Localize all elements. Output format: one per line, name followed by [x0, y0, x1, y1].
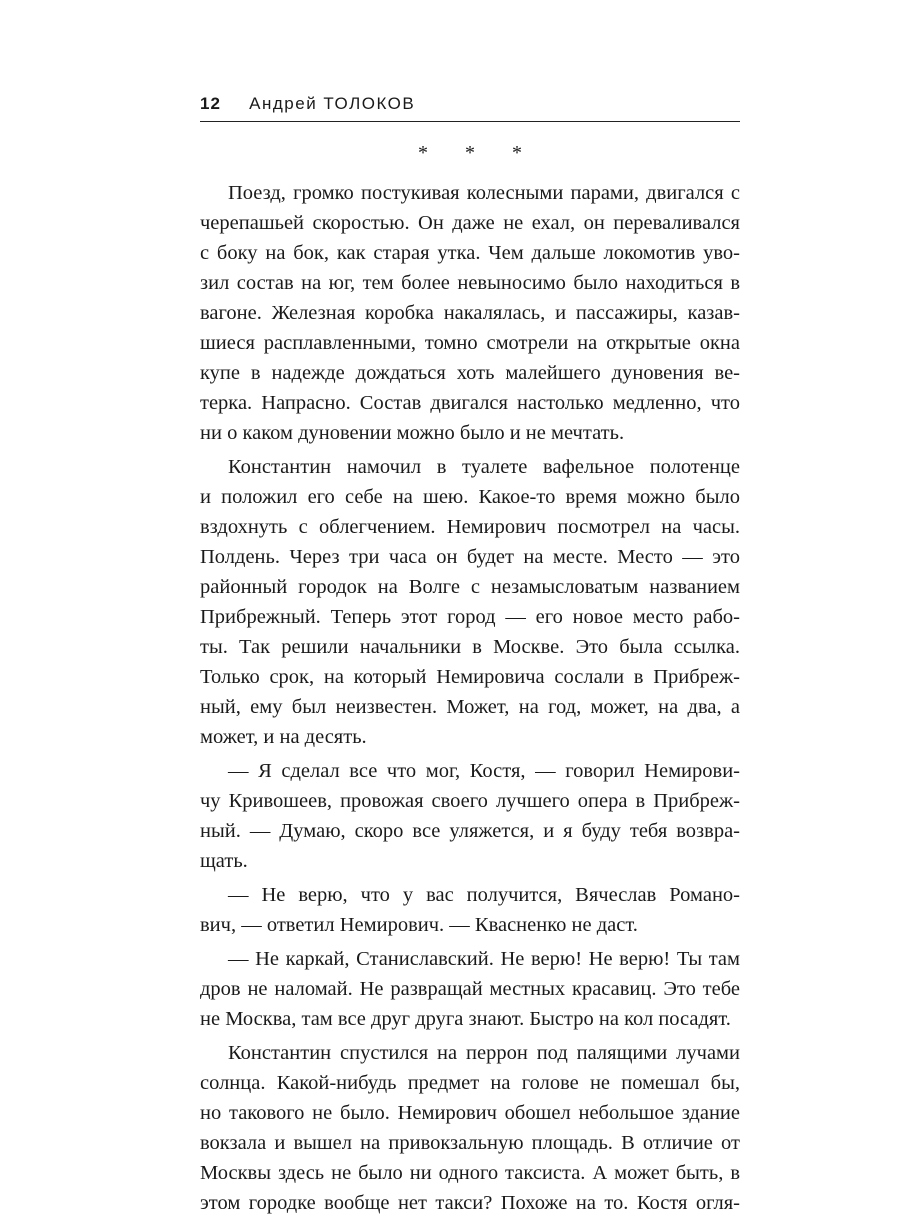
text-line: — Не верю, что у вас получится, Вячеслав Романо- [228, 884, 740, 906]
paragraph [200, 880, 740, 940]
page-header [200, 93, 740, 122]
text-line: вздохнуть с облегчением. Немирович посмотрел на часы. [200, 516, 740, 538]
text-line: терка. Напрасно. Состав двигался настолько медленно, что [200, 392, 740, 414]
paragraph [200, 452, 740, 752]
text-line: ный, ему был неизвестен. Может, на год, может, на два, а [200, 696, 740, 718]
text-line: дров не наломай. Не развращай местных красавиц. Это тебе [200, 978, 740, 1000]
text-line: вич, — ответил Немирович. — Квасненко не даст. [200, 914, 638, 936]
text-line: — Не каркай, Станиславский. Не верю! Не верю! Ты там [228, 948, 740, 970]
text-line: вокзала и вышел на привокзальную площадь. В отличие от [200, 1132, 740, 1154]
text-line: но такового не было. Немирович обошел небольшое здание [200, 1102, 740, 1124]
paragraph [200, 178, 740, 448]
paragraph [200, 1038, 740, 1218]
paragraphs [200, 178, 740, 1218]
text-line: Только срок, на который Немировича сослали в Прибреж- [200, 666, 740, 688]
text-line: Константин спустился на перрон под палящими лучами [228, 1042, 740, 1064]
text-line: Константин намочил в туалете вафельное полотенце [228, 456, 740, 478]
text-line: Поезд, громко постукивая колесными парами, двигался с [228, 182, 740, 204]
text-line: с боку на бок, как старая утка. Чем дальше локомотив уво- [200, 242, 740, 264]
text-line: зил состав на юг, тем более невыносимо было находиться в [200, 272, 740, 294]
text-line: Прибрежный. Теперь этот город — его новое место рабо- [200, 606, 740, 628]
scene-break: * * * [418, 142, 538, 164]
text-line: Москвы здесь не было ни одного таксиста. А может быть, в [200, 1162, 740, 1184]
text-line: черепашьей скоростью. Он даже не ехал, он переваливался [200, 212, 740, 234]
text-line: районный городок на Волге с незамысловатым названием [200, 576, 740, 598]
page-number: 12 [200, 94, 221, 113]
text-line: шиеся расплавленными, томно смотрели на открытые окна [200, 332, 740, 354]
text-line: Полдень. Через три часа он будет на месте. Место — это [200, 546, 740, 568]
running-head: Андрей ТОЛОКОВ [249, 94, 416, 113]
text-line: купе в надежде дождаться хоть малейшего дуновения ве- [200, 362, 740, 384]
text-line: чу Кривошеев, провожая своего лучшего опера в Прибреж- [200, 790, 740, 812]
text-line: этом городке вообще нет такси? Похоже на то. Костя огля- [200, 1192, 740, 1214]
text-line: ный. — Думаю, скоро все уляжется, и я буду тебя возвра- [200, 820, 740, 842]
text-line: не Москва, там все друг друга знают. Быстро на кол посадят. [200, 1008, 731, 1030]
text-line: ты. Так решили начальники в Москве. Это была ссылка. [200, 636, 740, 658]
text-line: щать. [200, 850, 248, 872]
text-line: ни о каком дуновении можно было и не мечтать. [200, 422, 625, 444]
text-line: — Я сделал все что мог, Костя, — говорил Немирови- [228, 760, 740, 782]
paragraph [200, 756, 740, 876]
text-line: солнца. Какой-нибудь предмет на голове не помешал бы, [200, 1072, 740, 1094]
text-line: может, и на десять. [200, 726, 367, 748]
body-text [200, 138, 740, 1222]
text-line: и положил его себе на шею. Какое-то время можно было [200, 486, 740, 508]
paragraph [200, 944, 740, 1034]
text-line: вагоне. Железная коробка накалялась, и пассажиры, казав- [200, 302, 740, 324]
